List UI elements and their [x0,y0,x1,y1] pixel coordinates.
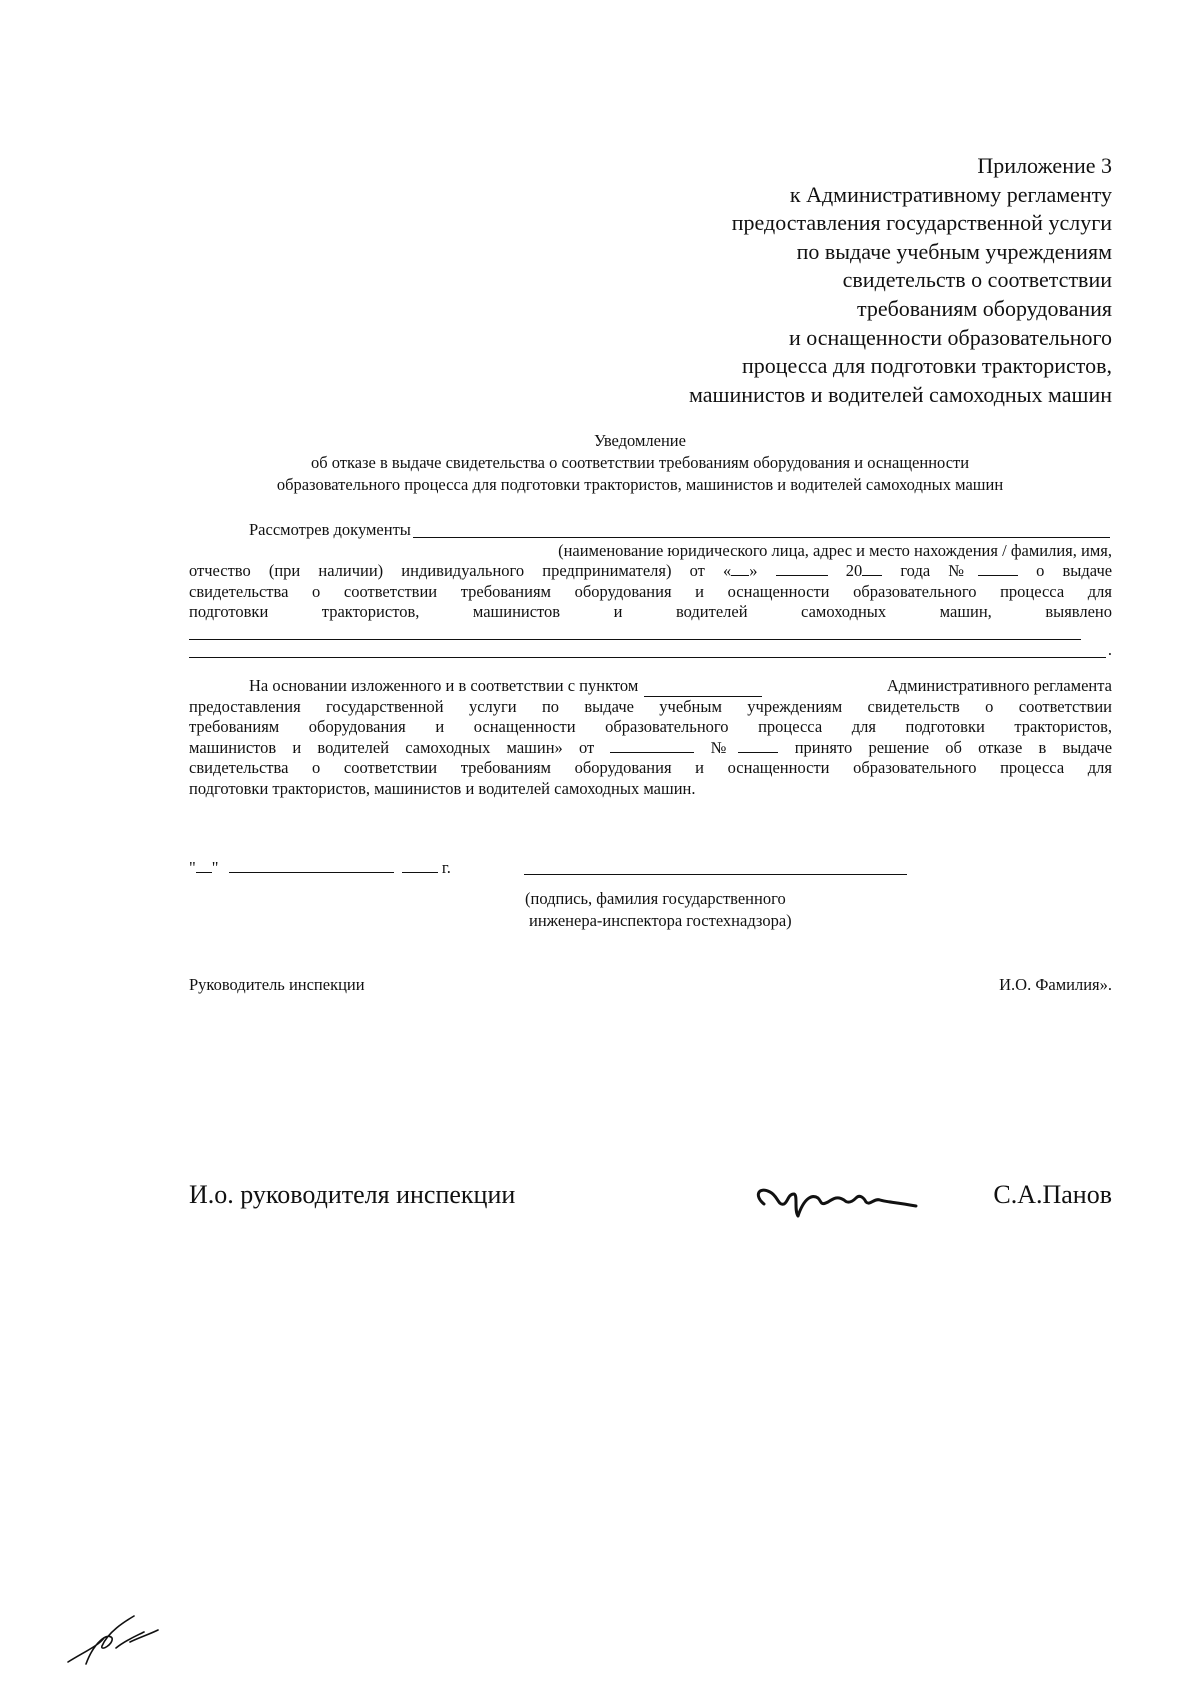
decision-line: предоставления государственной услуги по выдаче учебным учреждениям свидетельств о соответствии [189,696,1112,716]
documents-text: о выдаче [1036,561,1113,581]
appendix-line: по выдаче учебным учреждениям [796,238,1112,264]
quote-close: » [749,561,758,581]
head-name: И.О. Фамилия». [999,975,1112,994]
documents-row [189,520,1112,541]
documents-lead: Рассмотрев документы [249,520,411,539]
decision-line: требованиям оборудования и оснащенности образовательного процесса для подготовки трактористов, [189,717,1112,737]
documents-text: отчество (при наличии) индивидуального предпринимателя) от « [189,561,732,581]
decision-text: машинистов и водителей самоходных машин» от [189,737,595,757]
signature-graphic [748,1176,924,1228]
notice-title: Уведомление [594,431,686,450]
decision-text: На основании изложенного и в соответствии с пунктом [249,676,639,695]
head-title: Руководитель инспекции [189,975,365,994]
documents-line: свидетельства о соответствии требованиям оборудования и оснащенности образовательного процесса для [189,581,1112,601]
appendix-line: Приложение 3 [977,153,1112,178]
date-year-blank[interactable] [402,858,438,873]
year-blank[interactable] [862,561,882,576]
notice-subtitle-line: образовательного процесса для подготовки трактористов, машинистов и водителей самоходных машин [276,475,1004,494]
findings-blank[interactable] [189,623,1081,640]
date-quote: " [211,858,219,877]
month-blank[interactable] [776,561,828,576]
regulation-number-blank[interactable] [738,738,778,753]
notice-subtitle-line: об отказе в выдаче свидетельства о соответствии требованиям оборудования и оснащенности [310,453,970,472]
appendix-line: машинистов и водителей самоходных машин [689,381,1112,407]
year-suffix: г. [441,858,451,877]
number-label: года № [900,561,979,581]
documents-caption: (наименование юридического лица, адрес и место нахождения / фамилия, имя, [558,540,1112,560]
decision-line: свидетельства о соответствии требованиям оборудования и оснащенности образовательного процесса для [189,758,1112,778]
date-signature-row [189,858,1112,878]
appendix-line: процесса для подготовки трактористов, [741,353,1112,379]
appendix-line: требованиям оборудования [856,295,1112,321]
day-blank[interactable] [731,561,749,576]
date-day-blank[interactable] [196,858,212,873]
paragraph-decision [189,676,1112,800]
documents-line: подготовки трактористов, машинистов и водителей самоходных машин, выявлено [189,602,1112,622]
initials-mark [64,1612,164,1670]
paragraph-documents [189,520,1112,661]
end-mark: . [1107,639,1112,659]
signer-title: И.о. руководителя инспекции [189,1180,516,1209]
decision-line: подготовки трактористов, машинистов и водителей самоходных машин. [189,778,696,798]
decision-line [189,738,1112,759]
number-label: № [710,737,739,757]
date-quote: " [189,858,196,877]
appendix-line: свидетельств о соответствии [842,267,1112,293]
signature-caption-line: инженера-инспектора гостехнадзора) [529,911,792,930]
regulation-date-blank[interactable] [610,738,694,753]
appendix-line: и оснащенности образовательного [788,324,1112,350]
documents-blank[interactable] [413,521,1110,538]
appendix-header [689,152,1112,409]
signature-caption-line: (подпись, фамилия государственного [525,889,786,908]
signature-caption [525,888,792,932]
decision-text: Административного регламента [886,676,1112,695]
decision-row [189,676,1112,697]
documents-line [189,561,1112,582]
findings-blank[interactable] [189,641,1106,658]
number-blank[interactable] [978,561,1018,576]
clause-blank[interactable] [644,682,762,697]
appendix-line: предоставления государственной услуги [731,210,1112,236]
date-month-blank[interactable] [229,858,394,873]
year-prefix: 20 [845,561,863,581]
notice-heading [190,430,1090,496]
signature-blank[interactable] [524,860,907,875]
decision-text: принято решение об отказе в выдаче [794,737,1113,757]
appendix-line: к Административному регламенту [789,181,1112,207]
signer-name: С.А.Панов [993,1180,1112,1209]
findings-row [189,640,1112,661]
